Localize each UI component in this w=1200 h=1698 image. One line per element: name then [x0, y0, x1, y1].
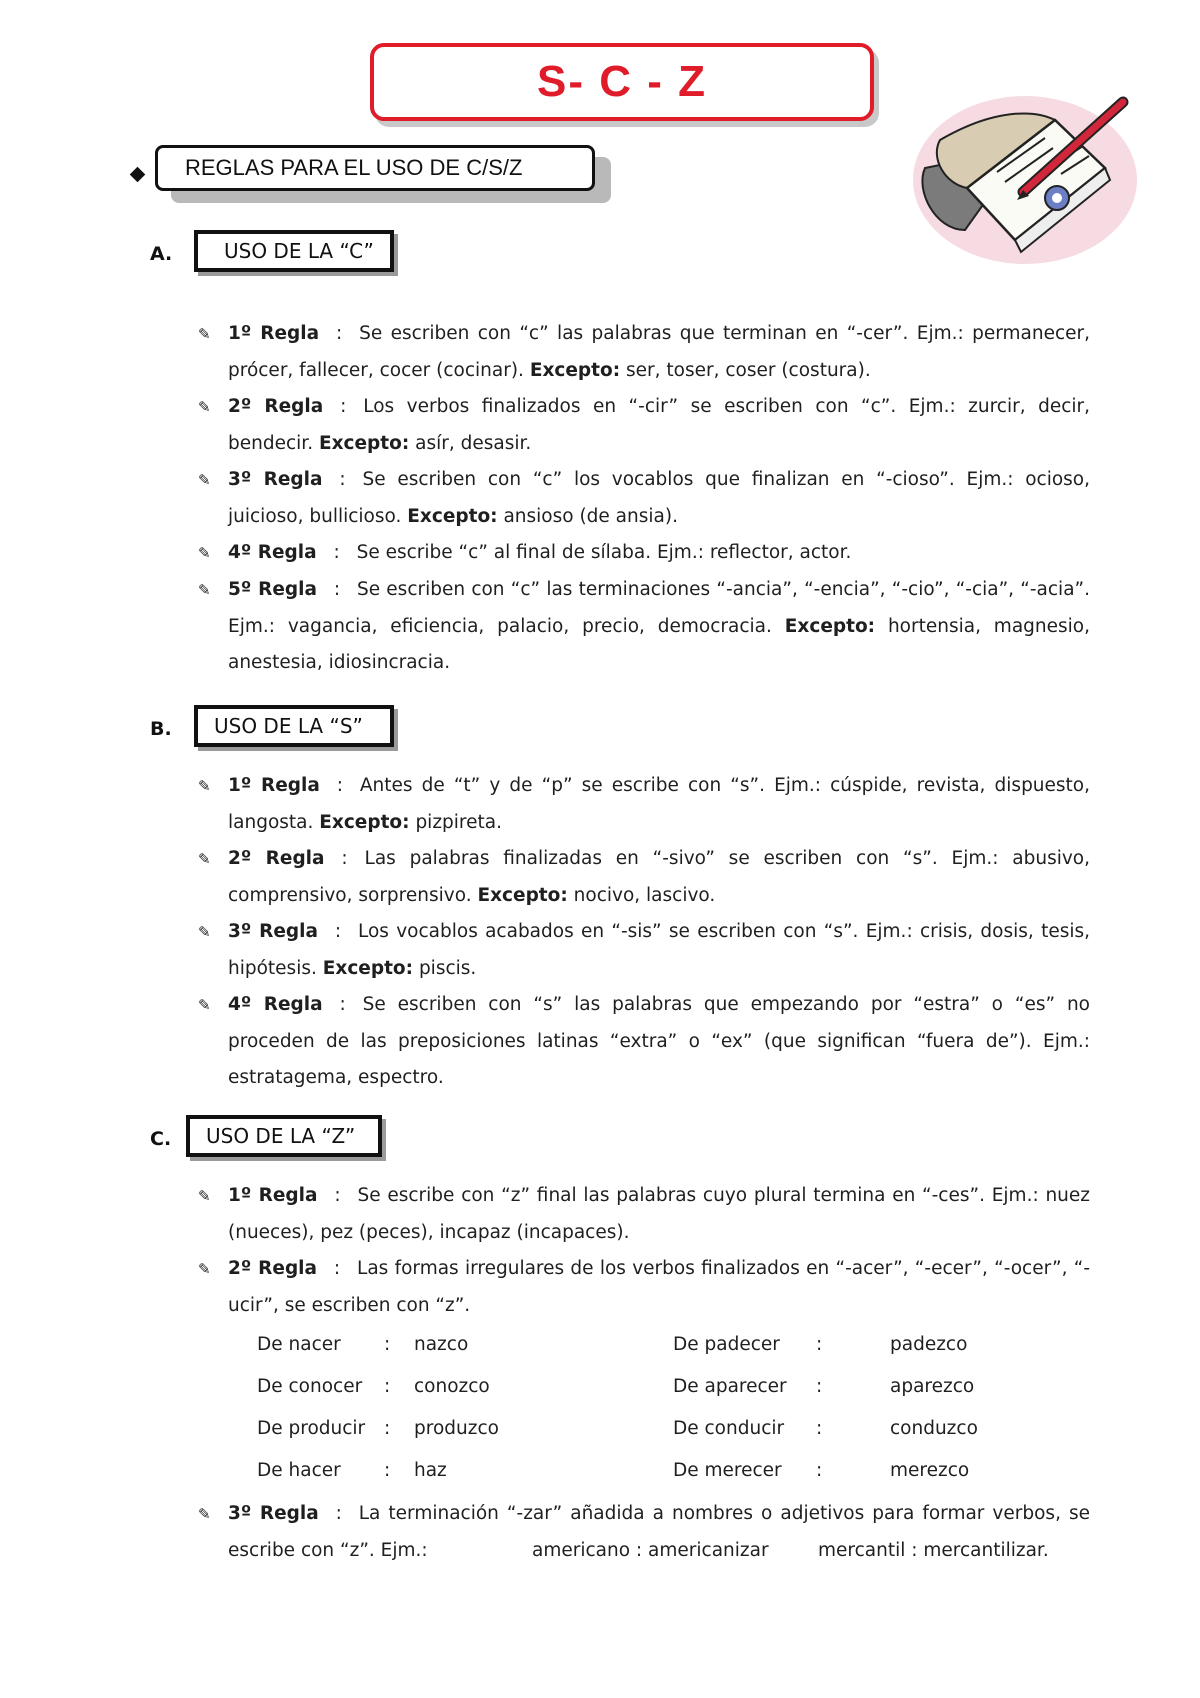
pencil-icon: ✎ [198, 325, 211, 343]
rule-text: Se escriben con “c” las terminaciones “-ancia”, “-encia”, “-cio”, “-cia”, “-acia”. Ejm.: vagancia, eficiencia, palacio, precio, democracia. [228, 579, 1090, 637]
rule-colon: : [339, 469, 346, 490]
exception-text: pizpireta. [415, 811, 502, 833]
rule-text: Las palabras finalizadas en “-sivo” se escriben con “s”. Ejm.: abusivo, comprensivo, sorprensivo. [228, 848, 1090, 906]
exception-text: nocivo, lascivo. [573, 884, 716, 906]
pencil-icon: ✎ [198, 923, 211, 941]
pencil-icon: ✎ [198, 1187, 211, 1205]
rule-text: Se escribe con “z” final las palabras cuyo plural termina en “-ces”. Ejm.: nuez (nueces), pez (peces), incapaz (incapaces). [228, 1185, 1090, 1243]
conj-left-verb: De hacer [257, 1460, 341, 1481]
rule-item [198, 462, 1091, 535]
conj-right-form: merezco [890, 1460, 970, 1481]
rule-item [198, 389, 1091, 462]
rule-text: Los vocablos acabados en “-sis” se escriben con “s”. Ejm.: crisis, dosis, tesis, hipótesis. [228, 921, 1090, 979]
conj-right-colon: : [816, 1460, 823, 1481]
rule-colon: : [333, 542, 340, 563]
conj-left-colon: : [384, 1460, 391, 1481]
conj-right-form: aparezco [890, 1376, 975, 1397]
rule-colon: : [340, 396, 347, 417]
conj-left-form: produzco [414, 1418, 499, 1439]
rule-label: 1º Regla [228, 1185, 318, 1206]
conj-left-verb: De conocer [257, 1376, 363, 1397]
conj-right-verb: De padecer [673, 1334, 780, 1355]
section-heading-box [194, 705, 394, 747]
exception-label: Excepto: [318, 432, 410, 454]
rule-colon: : [336, 775, 343, 796]
section-letter: A. [150, 243, 173, 265]
rule-item [198, 841, 1090, 914]
rule-text: Antes de “t” y de “p” se escribe con “s”. Ejm.: cúspide, revista, dispuesto, langosta. [228, 775, 1091, 833]
rule-label: 1º Regla [228, 775, 320, 796]
pencil-icon: ✎ [198, 544, 211, 562]
rule-text: Se escriben con “s” las palabras que empezando por “estra” o “es” no proceden de las preposiciones latinas “extra” o “ex” (que significan “fuera de”). Ejm.: estratagema, espectro. [228, 994, 1090, 1088]
exception-label: Excepto: [529, 359, 621, 381]
notebook-pen-icon [905, 80, 1145, 270]
rule-colon: : [334, 1185, 341, 1206]
conj-right-colon: : [816, 1418, 823, 1439]
exception-text: hortensia, magnesio, anestesia, idiosincracia. [228, 615, 1090, 673]
rule-label: 2º Regla [228, 396, 324, 417]
rule-text: Las formas irregulares de los verbos finalizados en “-acer”, “-ecer”, “-ocer”, “-ucir”, se escriben con “z”. [228, 1258, 1091, 1316]
rule-text: Los verbos finalizados en “-cir” se escriben con “c”. Ejm.: zurcir, decir, bendecir. [228, 396, 1091, 454]
rule-label: 2º Regla [228, 848, 325, 869]
rule-label: 4º Regla [228, 994, 323, 1015]
rule-colon: : [333, 1258, 341, 1279]
rule-colon: : [339, 994, 346, 1015]
rule-label: 3º Regla [228, 469, 323, 490]
exception-label: Excepto: [784, 615, 876, 637]
page-title: S- C - Z [370, 43, 874, 121]
rule-item [198, 572, 1090, 682]
section-heading-box [194, 230, 394, 272]
rule-item [198, 914, 1090, 987]
example-zar: mercantil : mercantilizar. [818, 1540, 1049, 1561]
exception-label: Excepto: [477, 884, 568, 906]
rule-text: Se escribe “c” al final de sílaba. Ejm.: reflector, actor. [356, 542, 852, 563]
conj-left-verb: De nacer [257, 1334, 341, 1355]
pencil-icon: ✎ [198, 1260, 211, 1278]
conj-right-colon: : [816, 1376, 823, 1397]
section-letter: C. [150, 1128, 172, 1150]
pencil-icon: ✎ [198, 581, 211, 599]
exception-text: asír, desasir. [415, 432, 532, 454]
conj-left-verb: De producir [257, 1418, 366, 1439]
rule-text: La terminación “-zar” añadida a nombres o adjetivos para formar verbos, se escribe con “z”. Ejm.: [228, 1503, 1090, 1561]
exception-label: Excepto: [322, 957, 414, 979]
exception-label: Excepto: [319, 811, 410, 833]
pencil-icon: ✎ [198, 777, 211, 795]
rule-colon: : [333, 579, 341, 600]
subtitle-text: REGLAS PARA EL USO DE C/S/Z [185, 155, 523, 180]
rule-label: 1º Regla [228, 323, 320, 344]
exception-text: ser, toser, coser (costura). [626, 359, 871, 381]
rule-colon: : [334, 921, 342, 942]
rule-colon: : [335, 1503, 342, 1524]
conj-right-verb: De conducir [673, 1418, 785, 1439]
exception-text: piscis. [418, 957, 477, 979]
pencil-icon: ✎ [198, 1505, 211, 1523]
example-zar: americano : americanizar [532, 1540, 769, 1561]
rule-item [198, 1178, 1090, 1251]
rule-colon: : [335, 323, 343, 344]
section-letter: B. [150, 718, 172, 740]
rule-item [198, 1251, 1091, 1324]
conj-left-form: nazco [414, 1334, 469, 1355]
rule-text: Se escriben con “c” las palabras que terminan en “-cer”. Ejm.: permanecer, prócer, fallecer, cocer (cocinar). [228, 323, 1091, 381]
rule-item [198, 987, 1090, 1097]
rule-label: 2º Regla [228, 1258, 318, 1279]
section-heading: USO DE LA “C” [224, 239, 374, 263]
conj-left-colon: : [384, 1334, 391, 1355]
conj-left-form: conozco [414, 1376, 490, 1397]
conj-right-form: padezco [890, 1334, 968, 1355]
section-heading: USO DE LA “S” [214, 714, 363, 738]
pencil-icon: ✎ [198, 850, 211, 868]
conj-right-colon: : [816, 1334, 823, 1355]
pencil-icon: ✎ [198, 398, 211, 416]
rule-item [198, 768, 1091, 841]
conj-right-verb: De aparecer [673, 1376, 787, 1397]
exception-text: ansioso (de ansia). [503, 505, 678, 527]
rule-item [198, 316, 1091, 389]
diamond-icon [130, 167, 146, 183]
exception-label: Excepto: [407, 505, 498, 527]
rule-label: 3º Regla [228, 921, 318, 942]
section-heading: USO DE LA “Z” [206, 1124, 356, 1148]
rule-label: 4º Regla [228, 542, 317, 563]
rule-text: Se escriben con “c” los vocablos que finalizan en “-cioso”. Ejm.: ocioso, juicioso, bullicioso. [228, 469, 1091, 527]
conj-left-form: haz [414, 1460, 447, 1481]
conj-right-form: conduzco [890, 1418, 978, 1439]
subtitle-box [155, 145, 595, 191]
rule-label: 3º Regla [228, 1503, 319, 1524]
rule-item [198, 535, 1090, 572]
rule-colon: : [341, 848, 348, 869]
conj-right-verb: De merecer [673, 1460, 782, 1481]
conj-left-colon: : [384, 1376, 391, 1397]
rule-label: 5º Regla [228, 579, 317, 600]
conj-left-colon: : [384, 1418, 391, 1439]
section-heading-box [186, 1115, 382, 1157]
pencil-icon: ✎ [198, 471, 211, 489]
pencil-icon: ✎ [198, 996, 211, 1014]
